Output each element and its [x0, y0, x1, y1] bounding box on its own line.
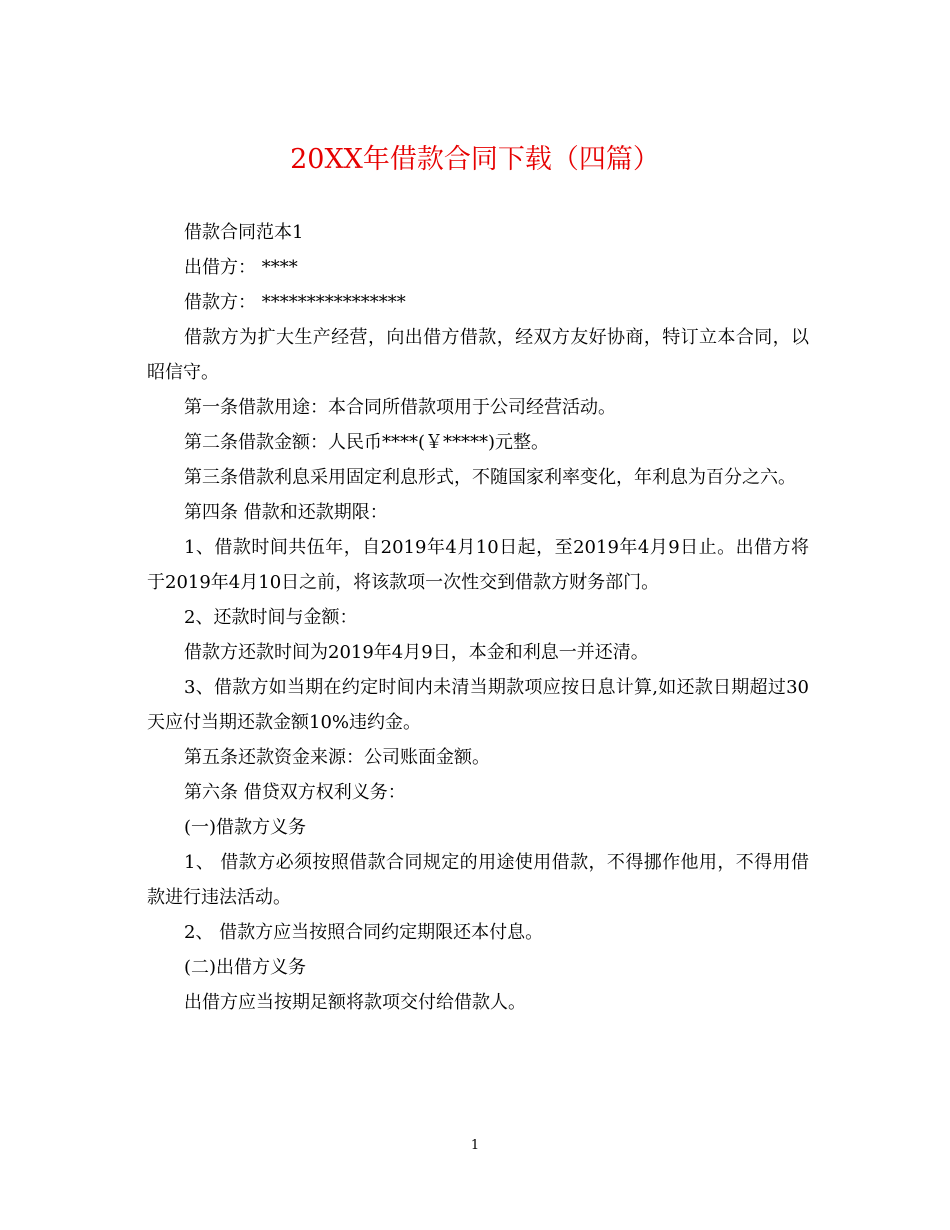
article-1: 第一条借款用途：本合同所借款项用于公司经营活动。	[184, 397, 616, 418]
borrower-obligations-heading: (一)借款方义务	[184, 817, 307, 838]
document-body	[147, 215, 809, 1020]
lender-obligation-1: 出借方应当按期足额将款项交付给借款人。	[184, 992, 526, 1013]
document-title: 20XX年借款合同下载（四篇）	[290, 144, 660, 175]
borrower-obligation-2: 2、 借款方应当按照合同约定期限还本付息。	[184, 922, 544, 943]
article-6-heading: 第六条 借贷双方权利义务：	[184, 782, 406, 803]
lender-obligations-heading: (二)出借方义务	[184, 957, 307, 978]
borrower-obligation-1: 1、 借款方必须按照借款合同规定的用途使用借款，不得挪作他用，不得用借款进行违法活动。	[147, 852, 809, 908]
page-number: 1	[470, 1138, 480, 1153]
article-2: 第二条借款金额：人民币****(￥*****)元整。	[184, 432, 550, 453]
borrower-line: 借款方： ****************	[184, 292, 406, 313]
section-heading: 借款合同范本1	[184, 222, 304, 243]
article-4-heading: 第四条 借款和还款期限：	[184, 502, 388, 523]
article-4-item-1: 1、借款时间共伍年，自2019年4月10日起，至2019年4月9日止。出借方将于2019年4月10日之前，将该款项一次性交到借款方财务部门。	[147, 537, 809, 593]
lender-line: 出借方： ****	[184, 257, 298, 278]
article-5: 第五条还款资金来源：公司账面金额。	[184, 747, 490, 768]
preamble-paragraph: 借款方为扩大生产经营，向出借方借款，经双方友好协商，特订立本合同，以昭信守。	[147, 327, 809, 383]
repayment-paragraph: 借款方还款时间为2019年4月9日，本金和利息一并还清。	[184, 642, 649, 663]
article-3: 第三条借款利息采用固定利息形式，不随国家利率变化，年利息为百分之六。	[184, 467, 796, 488]
article-4-item-2: 2、还款时间与金额：	[184, 607, 358, 628]
article-4-item-3: 3、借款方如当期在约定时间内未清当期款项应按日息计算,如还款日期超过30天应付当期还款金额10%违约金。	[147, 677, 809, 733]
